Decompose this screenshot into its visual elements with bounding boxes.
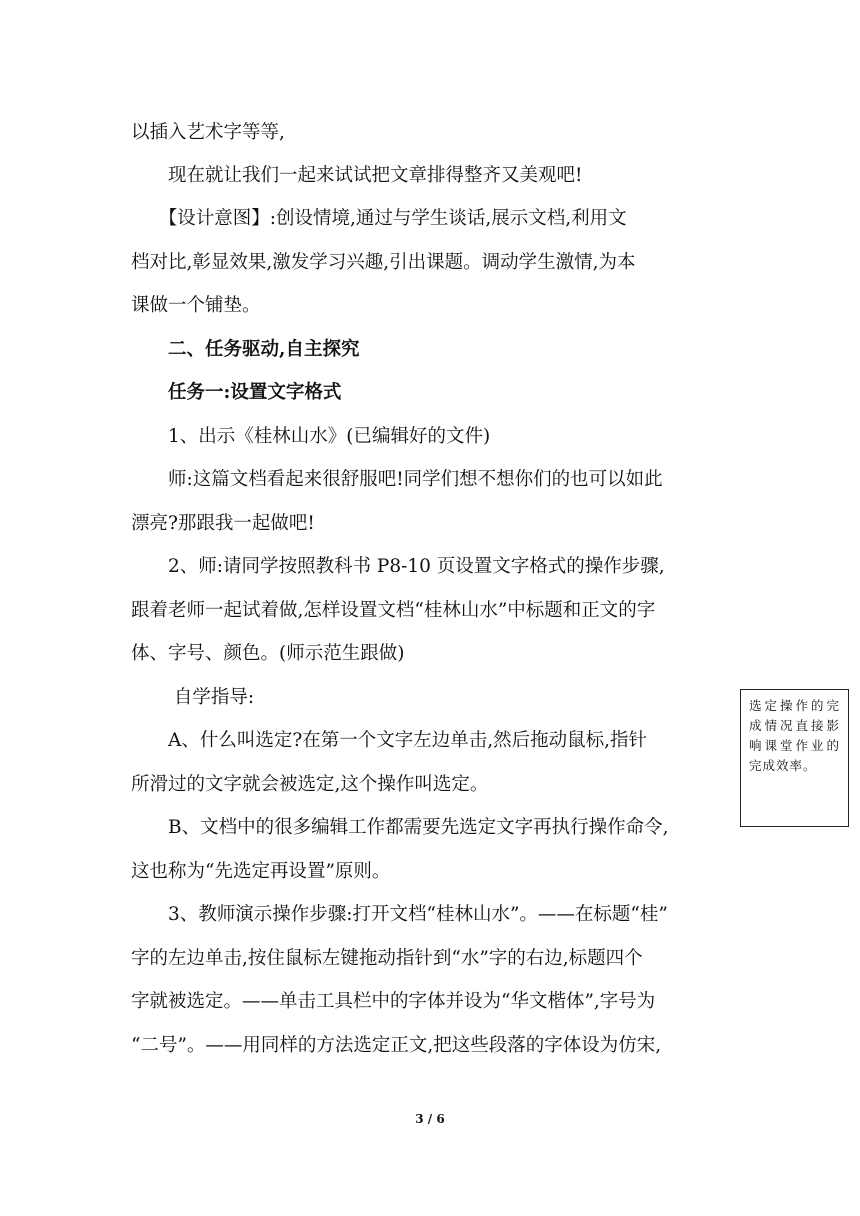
text-line: 跟着老师一起试着做,怎样设置文档“桂林山水”中标题和正文的字 [131, 599, 656, 621]
text-line: 所滑过的文字就会被选定,这个操作叫选定。 [131, 773, 489, 795]
text-line: 以插入艺术字等等, [131, 122, 285, 143]
page-number: 3 / 6 [415, 1112, 445, 1126]
text-line: 师:这篇文档看起来很舒服吧!同学们想不想你们的也可以如此 [131, 469, 663, 490]
text-line: A、什么叫选定?在第一个文字左边单击,然后拖动鼠标,指针 [131, 730, 648, 751]
text-line: 1、出示《桂林山水》(已编辑好的文件) [131, 426, 491, 447]
paragraph-p2 [131, 154, 731, 198]
text-line: 体、字号、颜色。(师示范生跟做) [131, 643, 405, 664]
margin-note [740, 689, 849, 827]
text-line: 二、任务驱动,自主探究 [131, 339, 360, 360]
text-line: 2、师:请同学按照教科书 P8-10 页设置文字格式的操作步骤, [131, 556, 665, 577]
text-line: 漂亮?那跟我一起做吧! [131, 512, 315, 534]
text-line: 【设计意图】:创设情境,通过与学生谈话,展示文档,利用文 [131, 208, 627, 229]
text-line: 3、教师演示操作步骤:打开文档“桂林山水”。——在标题“桂” [131, 904, 668, 925]
paragraph-p10 [131, 719, 731, 806]
text-line: 现在就让我们一起来试试把文章排得整齐又美观吧! [131, 165, 583, 186]
paragraph-p9 [131, 676, 731, 720]
paragraph-p3 [131, 197, 731, 328]
paragraph-p4 [131, 328, 731, 372]
margin-note-text: 选定操作的完成情况直接影响课堂作业的完成效率。 [749, 698, 840, 773]
text-line: B、文档中的很多编辑工作都需要先选定文字再执行操作命令, [131, 817, 669, 838]
paragraph-p12 [131, 893, 731, 1067]
text-line: “二号”。——用同样的方法选定正文,把这些段落的字体设为仿宋, [131, 1034, 662, 1056]
paragraph-p1 [131, 111, 731, 155]
paragraph-p5 [131, 371, 731, 415]
text-line: 字就被选定。——单击工具栏中的字体并设为“华文楷体”,字号为 [131, 991, 656, 1012]
paragraph-p8 [131, 545, 731, 676]
text-line: 档对比,彰显效果,激发学习兴趣,引出课题。调动学生激情,为本 [131, 251, 636, 273]
text-line: 这也称为“先选定再设置”原则。 [131, 860, 391, 882]
text-line: 自学指导: [131, 687, 255, 708]
paragraph-p11 [131, 806, 731, 893]
text-line: 任务一:设置文字格式 [131, 382, 342, 403]
text-line: 课做一个铺垫。 [131, 295, 261, 316]
paragraph-p7 [131, 458, 731, 545]
paragraph-p6 [131, 415, 731, 459]
text-line: 字的左边单击,按住鼠标左键拖动指针到“水”字的右边,标题四个 [131, 947, 643, 969]
